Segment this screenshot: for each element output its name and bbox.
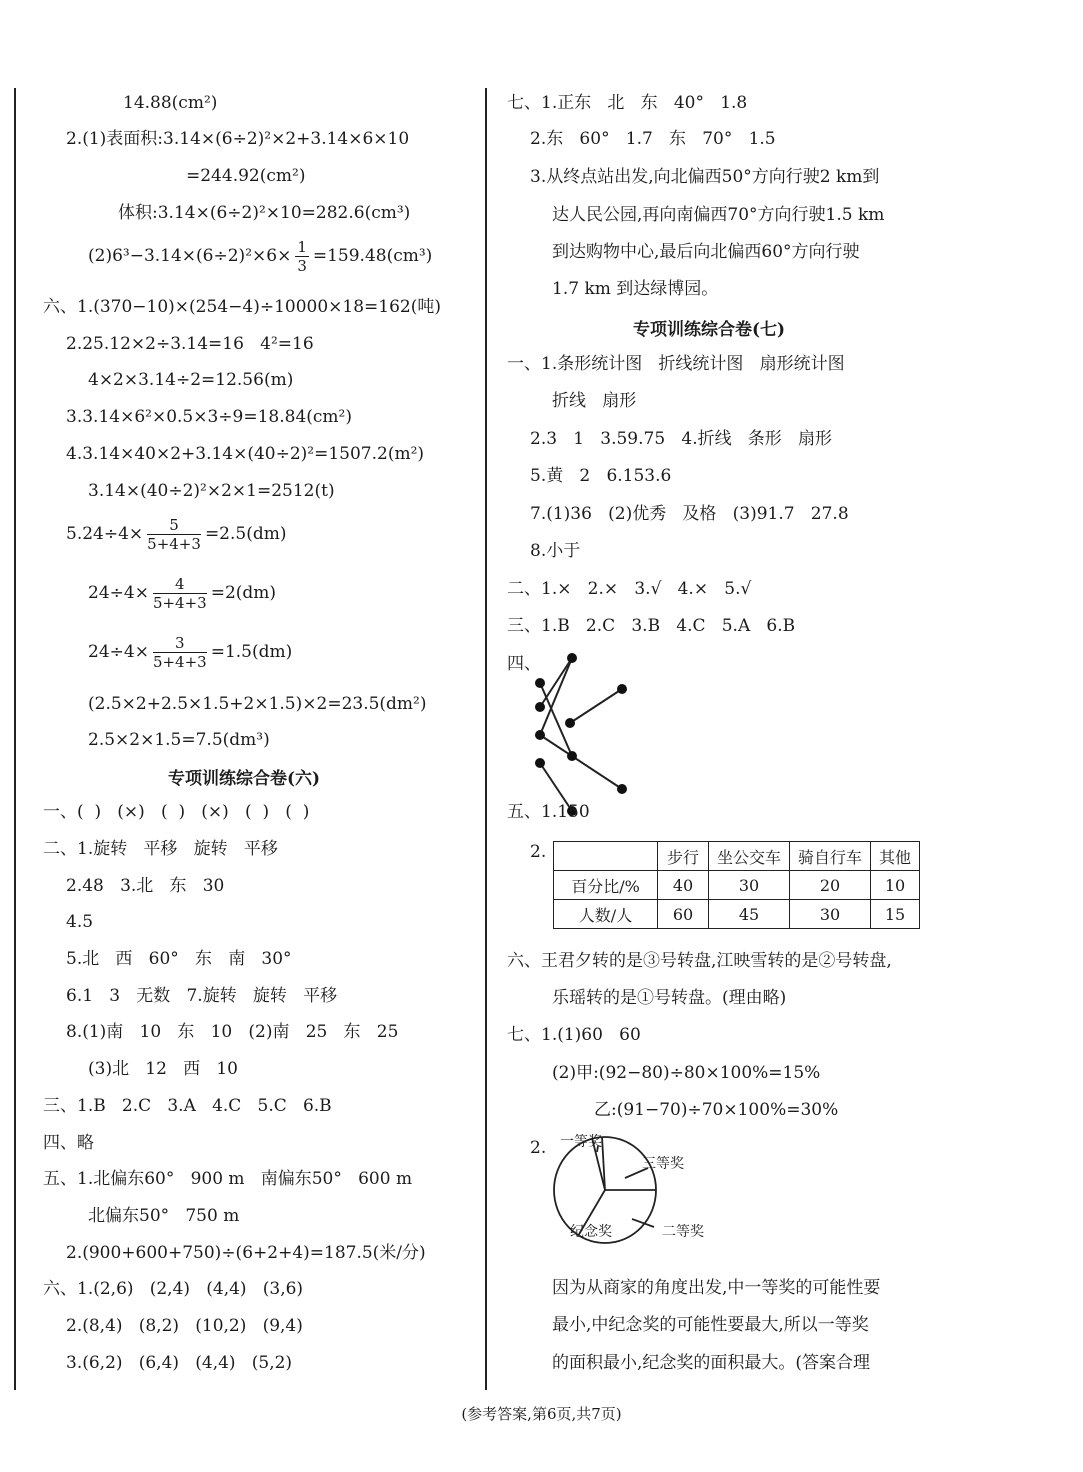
answer-line: 一、1.条形统计图 折线统计图 扇形统计图 [507, 354, 845, 374]
answer-line: 2.(1)表面积:3.14×(6÷2)²×2+3.14×6×10 [66, 129, 410, 149]
answer-line: 六、1.(370−10)×(254−4)÷10000×18=162(吨) [43, 297, 441, 317]
fraction: $\frac{1}{3}$ [297, 238, 307, 275]
answer-line: 2.3 1 3.59.75 4.折线 条形 扇形 [530, 429, 833, 449]
answer-line: 三、1.B 2.C 3.A 4.C 5.C 6.B [43, 1096, 332, 1116]
answer-line: 8.(1)南 10 东 10 (2)南 25 东 25 [66, 1022, 399, 1042]
section-title-7: 专项训练综合卷(七) [633, 320, 786, 340]
match-dot [565, 718, 575, 728]
answer-line: (2)甲:(92−80)÷80×100%=15% [552, 1063, 821, 1083]
answer-line: 四、 [507, 654, 541, 674]
answer-line: 六、1.(2,6) (2,4) (4,4) (3,6) [43, 1279, 304, 1299]
answer-line: 24÷4× $\frac{4}{5+4+3}$ =2(dm) [88, 575, 277, 612]
table-cell: 人数/人 [554, 900, 658, 929]
table-cell: 百分比/% [554, 871, 658, 900]
answer-line: 7.(1)36 (2)优秀 及格 (3)91.7 27.8 [530, 504, 849, 524]
pie-label-third: 三等奖 [642, 1156, 684, 1172]
prize-pie-chart [550, 1130, 730, 1255]
answer-line: 2.东 60° 1.7 东 70° 1.5 [530, 129, 776, 149]
answer-line: 5.北 西 60° 东 南 30° [66, 949, 292, 969]
fraction: $\frac{4}{5+4+3}$ [152, 575, 207, 612]
table-cell: 30 [709, 871, 790, 900]
answer-line: 七、1.正东 北 东 40° 1.8 [507, 93, 748, 113]
table-cell [554, 842, 658, 871]
page-footer: (参考答案,第6页,共7页) [461, 1405, 622, 1423]
pie-label-second: 二等奖 [662, 1224, 704, 1240]
answer-line: 三、1.B 2.C 3.B 4.C 5.A 6.B [507, 616, 796, 636]
pie-label-souvenir: 纪念奖 [570, 1224, 612, 1240]
survey-table [553, 841, 920, 929]
table-cell: 40 [658, 871, 709, 900]
pie-label-first: 一等奖 [560, 1134, 602, 1150]
table-row [554, 871, 920, 900]
answer-line: 3.14×(40÷2)²×2×1=2512(t) [88, 481, 335, 501]
answer-line: 二、1.旋转 平移 旋转 平移 [43, 839, 278, 859]
table-cell: 30 [790, 900, 871, 929]
answer-line: 5.黄 2 6.153.6 [530, 466, 672, 486]
answer-line: 北偏东50° 750 m [88, 1206, 240, 1226]
answer-line: 2.(8,4) (8,2) (10,2) (9,4) [66, 1316, 303, 1336]
answer-line: 2. [530, 1138, 547, 1158]
table-cell: 60 [658, 900, 709, 929]
answer-line: 六、王君夕转的是③号转盘,江映雪转的是②号转盘, [507, 951, 892, 971]
answer-line: 6.1 3 无数 7.旋转 旋转 平移 [66, 986, 338, 1006]
table-cell: 15 [871, 900, 920, 929]
table-cell: 步行 [658, 842, 709, 871]
match-dot [535, 758, 545, 768]
answer-line: (2.5×2+2.5×1.5+2×1.5)×2=23.5(dm²) [88, 694, 427, 714]
answer-line: 折线 扇形 [552, 391, 637, 411]
answer-line: (2)6³−3.14×(6÷2)²×6× $\frac{1}{3}$ =159.48(cm³) [88, 238, 433, 275]
answer-line: 2.5×2×1.5=7.5(dm³) [88, 730, 270, 750]
section-title-6: 专项训练综合卷(六) [168, 769, 321, 789]
answer-line: =244.92(cm²) [186, 166, 306, 186]
answer-line: 二、1.× 2.× 3.√ 4.× 5.√ [507, 579, 752, 599]
column-divider [485, 88, 487, 1390]
answer-line: 4.3.14×40×2+3.14×(40÷2)²=1507.2(m²) [66, 444, 425, 464]
match-dot [535, 702, 545, 712]
fraction: $\frac{3}{5+4+3}$ [152, 634, 207, 671]
answer-line: 4.5 [66, 912, 94, 932]
answer-line: 体积:3.14×(6÷2)²×10=282.6(cm³) [118, 203, 411, 223]
table-cell: 坐公交车 [709, 842, 790, 871]
answer-line: 最小,中纪念奖的可能性要最大,所以一等奖 [552, 1315, 869, 1335]
answer-line: 8.小于 [530, 541, 581, 561]
table-row [554, 900, 920, 929]
answer-line: 3.从终点站出发,向北偏西50°方向行驶2 km到 [530, 167, 880, 187]
answer-line: 五、1.北偏东60° 900 m 南偏东50° 600 m [43, 1169, 413, 1189]
answer-line: 1.7 km 到达绿博园。 [552, 279, 719, 299]
answer-line: 2.48 3.北 东 30 [66, 876, 225, 896]
answer-line: 七、1.(1)60 60 [507, 1025, 641, 1045]
match-dot [567, 751, 577, 761]
answer-line: 3.3.14×6²×0.5×3÷9=18.84(cm²) [66, 407, 352, 427]
answer-line: 乙:(91−70)÷70×100%=30% [594, 1100, 839, 1120]
answer-line: 5.24÷4× $\frac{5}{5+4+3}$ =2.5(dm) [66, 516, 287, 553]
answer-line: (3)北 12 西 10 [88, 1059, 238, 1079]
answer-line: 2. [530, 842, 547, 862]
table-cell: 骑自行车 [790, 842, 871, 871]
answer-line: 五、1.150 [507, 802, 590, 822]
table-cell: 其他 [871, 842, 920, 871]
table-cell: 45 [709, 900, 790, 929]
answer-line: 的面积最小,纪念奖的面积最大。(答案合理 [552, 1353, 871, 1373]
match-dot [567, 653, 577, 663]
answer-line: 3.(6,2) (6,4) (4,4) (5,2) [66, 1353, 293, 1373]
answer-line: 到达购物中心,最后向北偏西60°方向行驶 [552, 242, 860, 262]
table-cell: 10 [871, 871, 920, 900]
answer-line: 达人民公园,再向南偏西70°方向行驶1.5 km [552, 205, 885, 225]
answer-line: 14.88(cm²) [123, 93, 218, 113]
table-cell: 20 [790, 871, 871, 900]
fraction: $\frac{5}{5+4+3}$ [147, 516, 201, 553]
left-margin-line [14, 88, 16, 1390]
match-line [570, 689, 622, 723]
answer-line: 一、( ) (×) ( ) (×) ( ) ( ) [43, 802, 310, 822]
table-header-row [554, 842, 920, 871]
match-dot [617, 784, 627, 794]
answer-line: 乐瑶转的是①号转盘。(理由略) [552, 988, 787, 1008]
answer-line: 2.(900+600+750)÷(6+2+4)=187.5(米/分) [66, 1243, 426, 1263]
answer-line: 4×2×3.14÷2=12.56(m) [88, 370, 294, 390]
match-dot [535, 730, 545, 740]
match-dot [535, 678, 545, 688]
answer-line: 2.25.12×2÷3.14=16 4²=16 [66, 334, 314, 354]
matching-diagram [525, 645, 645, 820]
answer-line: 四、略 [43, 1133, 94, 1153]
match-dot [617, 684, 627, 694]
answer-line: 因为从商家的角度出发,中一等奖的可能性要 [552, 1278, 881, 1298]
answer-line: 24÷4× $\frac{3}{5+4+3}$ =1.5(dm) [88, 634, 293, 671]
